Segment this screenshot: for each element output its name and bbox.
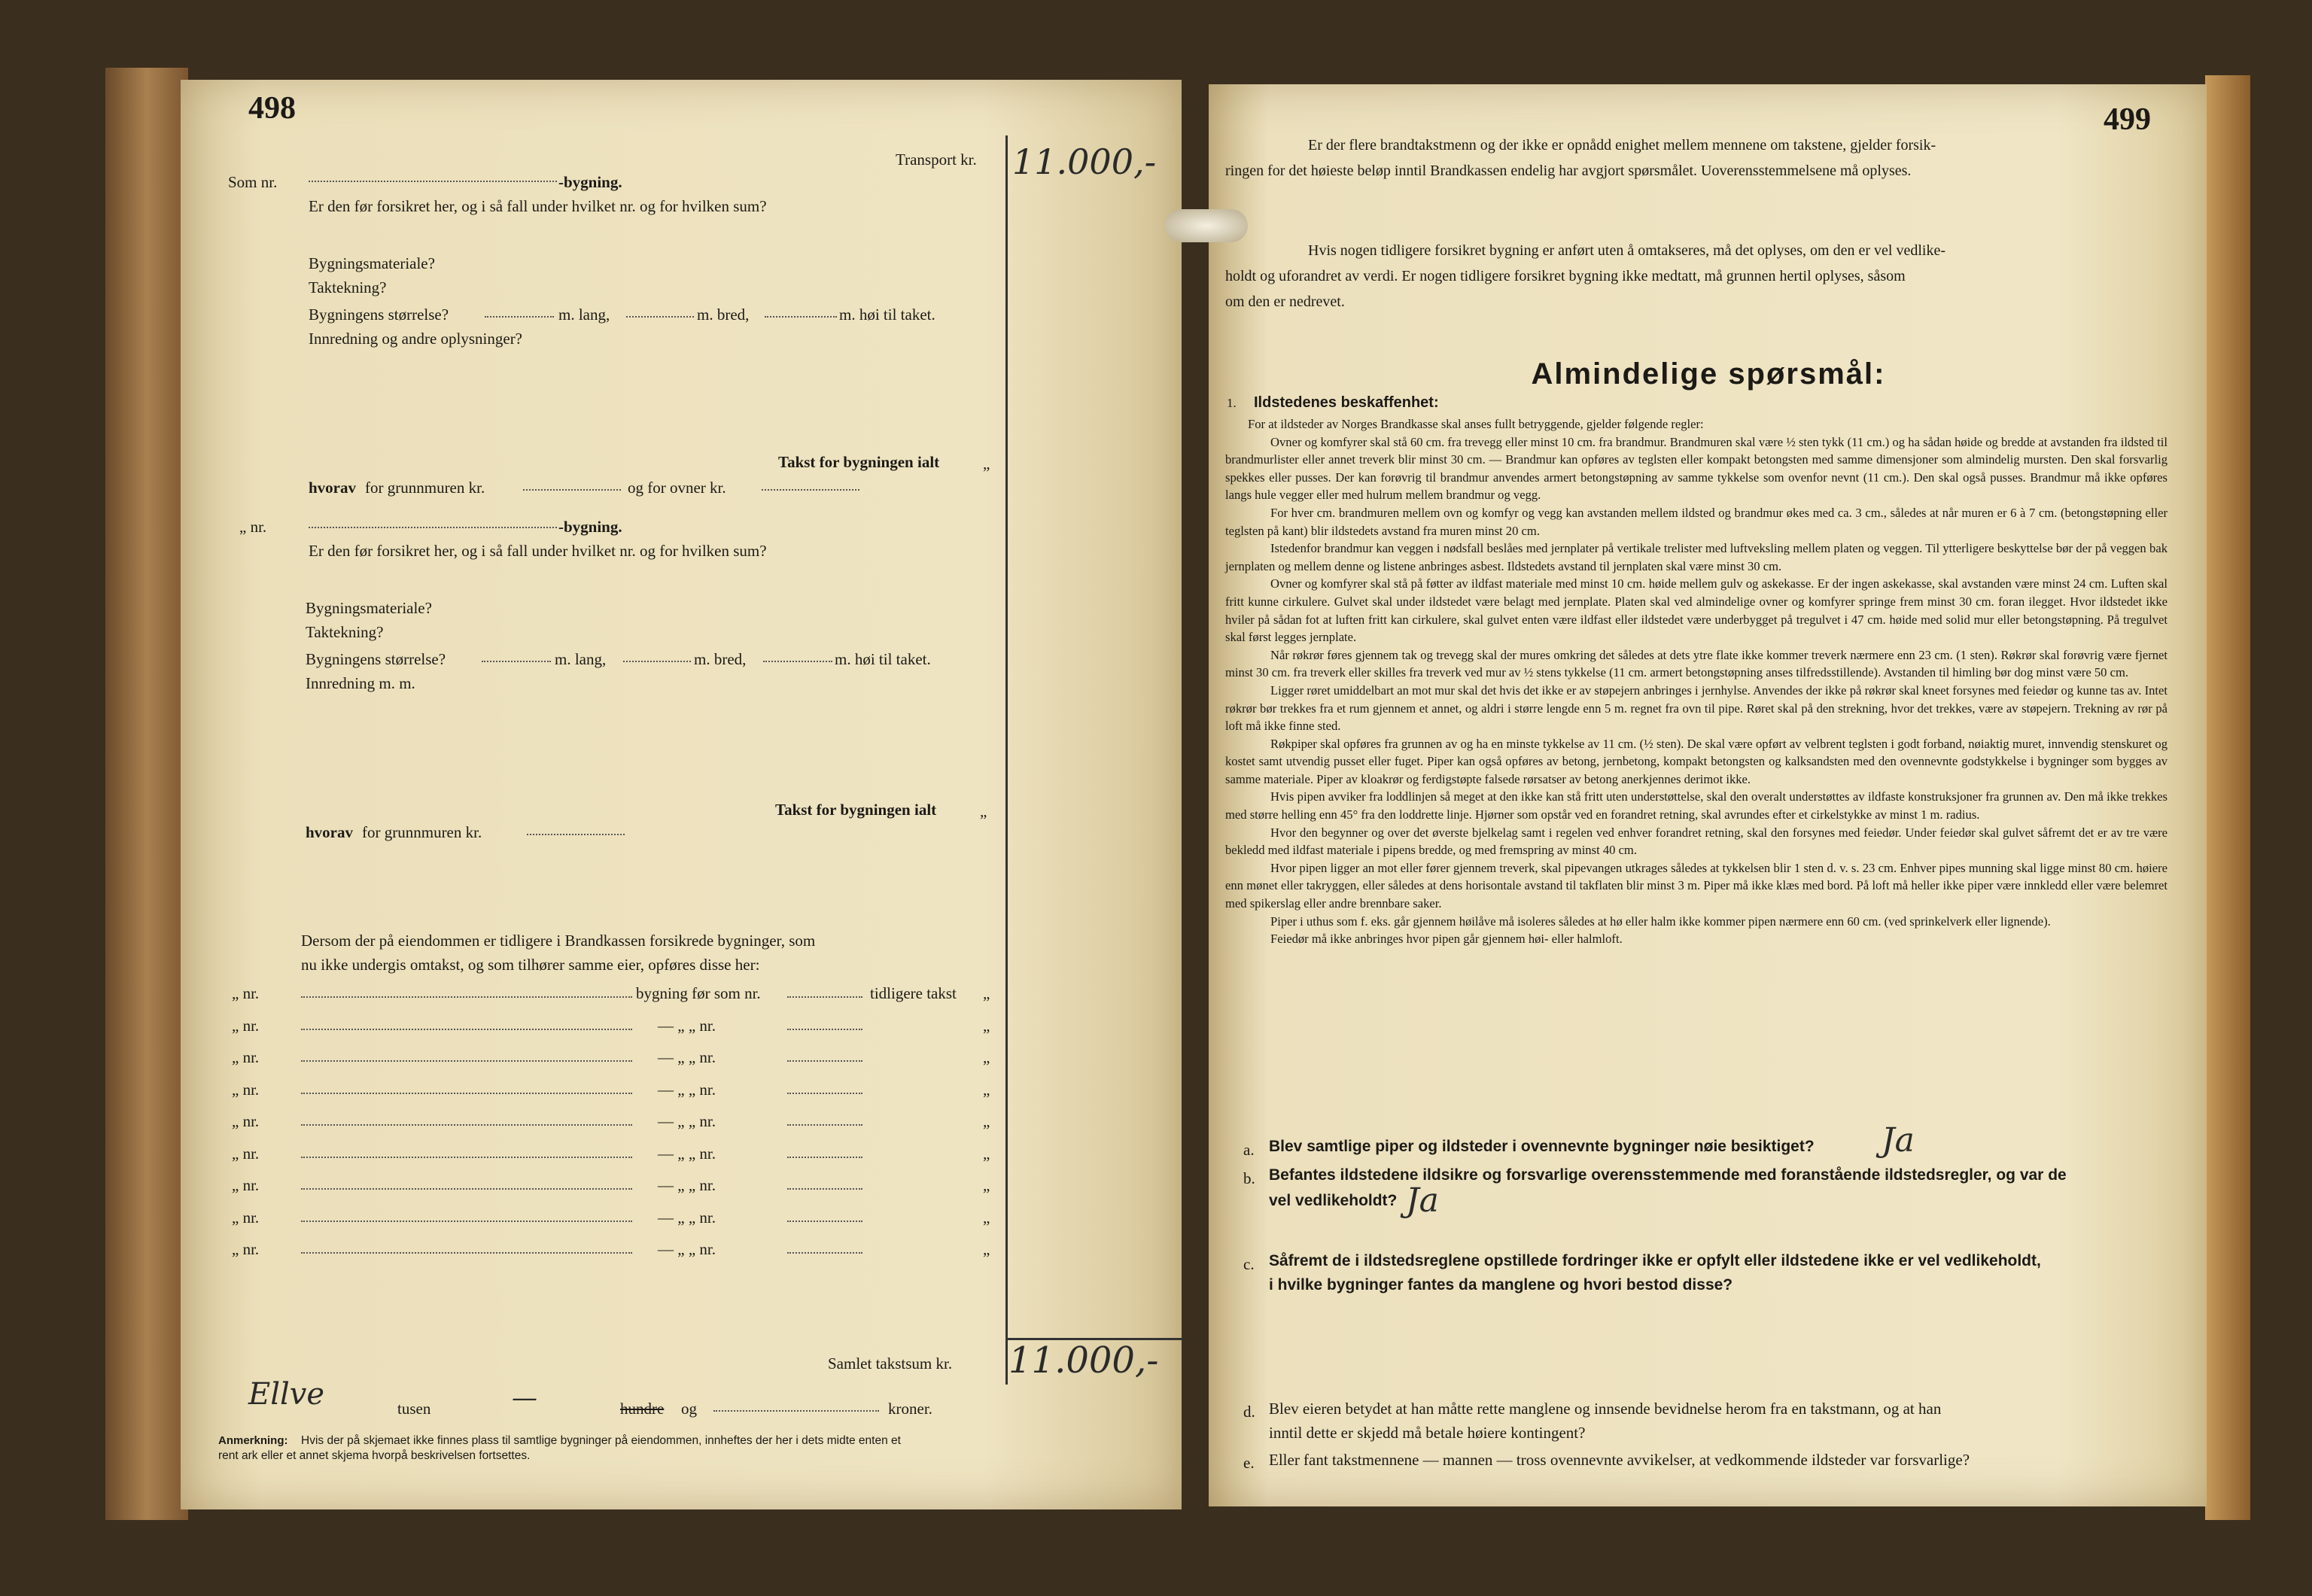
- question-b: Befantes ildstedene ildsikre og forsvarlige overensstemmende med foranstående ildstedsregler, og var de: [1269, 1166, 2067, 1184]
- list-row-prefix: „ nr.: [232, 1144, 260, 1163]
- list-row-ref-field[interactable]: [787, 996, 862, 998]
- list-row-prefix: „ nr.: [232, 1208, 260, 1227]
- list-row-ref-field[interactable]: [787, 1252, 862, 1254]
- samlet-value: 11.000,-: [1008, 1339, 1159, 1382]
- list-row-middle: — „ „ nr.: [658, 1048, 716, 1066]
- rule-paragraph: Hvis pipen avviker fra loddlinjen så meget at den ikke kan stå fritt uten understøttelse, skal den overalt understøttes av ildfaste konstruksjoner fra grunnen av. Den må ikke trekkes med større helling enn 45° fra den loddrette linje. Hjørner som opstår ved en forandret retning, skal avrundes efter et cirkelstykke av minst 1 m. radius.: [1225, 789, 2168, 822]
- m-lang-label: m. lang,: [558, 306, 610, 324]
- section-heading: Almindelige spørsmål:: [1531, 357, 1886, 391]
- list-row-ditto: „: [983, 984, 990, 1002]
- rule-paragraph: Når røkrør føres gjennem tak og trevegg skal der mures omkring det således at dets ytre flate ikke kommer treverk nærmere enn 23 cm. (1 sten). Røkrør skal forøvrig være fjernet minst 30 cm. fra treverk eller skilles fra treverk ved mur av ½ stens tykkelse (11 cm. armert betongstøpning anses tilfredsstillende). Avstanden til himling bør dog minst være 50 cm.: [1225, 647, 2168, 680]
- forsikret-question-2: Er den før forsikret her, og i så fall under hvilket nr. og for hvilken sum?: [309, 542, 767, 560]
- intro-line-1: Er der flere brandtakstmenn og der ikke er opnådd enighet mellem mennene om takstene, gjelder forsik-: [1308, 137, 1936, 154]
- list-row-middle: — „ „ nr.: [658, 1144, 716, 1163]
- page-number-right: 499: [2104, 102, 2151, 137]
- list-row-middle: — „ „ nr.: [658, 1080, 716, 1099]
- amount-in-words: Ellve: [248, 1377, 325, 1412]
- rule-paragraph: Hvor pipen ligger an mot eller fører gjennem treverk, skal pipevangen utkrages således at tykkelsen blir 1 sten d. v. s. 23 cm. Enhver pipes munning skal ligge minst 80 cm. høiere enn mønet eller takryggen, eller således at dens horisontale avstand til takflaten blir minst 3 m. Piper må ikke klæs med bord. På loft må heller ikke piper være innkledd eller være belemret med spikerslag eller andre brennbare saker.: [1225, 860, 2168, 911]
- height-field-2[interactable]: [763, 661, 832, 662]
- width-field-2[interactable]: [623, 661, 691, 662]
- list-row-nr-field[interactable]: [301, 1124, 632, 1126]
- question-c-2: i hvilke bygninger fantes da manglene og hvori bestod disse?: [1269, 1276, 1733, 1294]
- list-row-prefix: „ nr.: [232, 1016, 260, 1035]
- rule-paragraph: Røkpiper skal opføres fra grunnen av og ha en minste tykkelse av 11 cm. (½ sten). De skal være opført av velbrent teglsten i godt forband, nøiaktig muret, innvendig stenskuret og kostet samt utvendig pusset eller fuget. Piper kan også opføres av betong, jernbetong, kompakt betongsten og kalksandsten med den ovennevnte godstykkelse i bygninger som bygges av samme materiale. Piper av kloakrør og ferdigstøpte falsede rørsatser av betong anerkjennes derimot ikke.: [1225, 736, 2168, 786]
- fireplace-rules: [1225, 415, 2168, 948]
- materiale-label-2: Bygningsmateriale?: [306, 599, 432, 617]
- bygning-label-2: -bygning.: [558, 518, 622, 536]
- samlet-label: Samlet takstsum kr.: [828, 1354, 953, 1373]
- question-c: Såfremt de i ildstedsreglene opstillede fordringer ikke er opfylt eller ildstedene ikke er vel vedlikeholdt,: [1269, 1252, 2041, 1269]
- taktekning-label: Taktekning?: [309, 278, 387, 296]
- bygning-label: -bygning.: [558, 173, 622, 191]
- question-e-letter: e.: [1243, 1454, 1255, 1472]
- list-row-end-label: tidligere takst: [870, 984, 957, 1002]
- height-field[interactable]: [765, 316, 837, 318]
- m-lang-label-2: m. lang,: [555, 650, 607, 668]
- takst-label-2: Takst for bygningen ialt: [775, 801, 937, 819]
- list-row-ditto: „: [983, 1208, 990, 1227]
- question-d: Blev eieren betydet at han måtte rette manglene og innsende bevidnelse herom fra en takstmann, og at han: [1269, 1400, 1942, 1418]
- right-page-stack-edge: [2205, 75, 2250, 1520]
- rule-paragraph: Ovner og komfyrer skal stå på føtter av ildfast materiale med minst 10 cm. høide mellem gulv og askekasse. Er der ingen askekasse, skal avstanden være minst 24 cm. Luften skal fritt kunne cirkulere. Gulvet skal under ildstedet være belagt med jernplate. Platen skal ved almindelige ovner og komfyrer springe frem minst 30 cm. foran ilegget. Hvor ildstedet ikke hviler på sådan fot at luften fritt kan cirkulere, skal gulvet enten være ildfast eller ildstedet være underbygget på tregulvet i 47 cm. høide med solid mur eller betongstøpning. På tregulvet skal først legges jernplate.: [1225, 576, 2168, 645]
- materiale-label: Bygningsmateriale?: [309, 254, 435, 272]
- list-row-ref-field[interactable]: [787, 1221, 862, 1222]
- innredning-label-2: Innredning m. m.: [306, 674, 415, 692]
- list-row-prefix: „ nr.: [232, 984, 260, 1002]
- intro-line-5: om den er nedrevet.: [1225, 293, 1345, 310]
- rule-paragraph: Hvor den begynner og over det øverste bjelkelag samt i regelen ved enhver forandret retning, skal den forsynes med feiedør. Under feiedør skal gulvet såfremt det er av tre være bekledd med ildfast materiale i pipens bredde, og med fremspring av minst 40 cm.: [1225, 825, 2168, 858]
- length-field-2[interactable]: [482, 661, 551, 662]
- intro-line-4: holdt og uforandret av verdi. Er nogen tidligere forsikret bygning ikke medtatt, må grunnen hertil oplyses, såsom: [1225, 268, 1906, 284]
- m-hoi-label: m. høi til taket.: [839, 306, 935, 324]
- list-row-ditto: „: [983, 1016, 990, 1035]
- question-a-letter: a.: [1243, 1141, 1255, 1159]
- ovner-field[interactable]: [762, 489, 859, 491]
- question-a: Blev samtlige piper og ildsteder i ovennevnte bygninger nøie besiktiget?: [1269, 1138, 1815, 1155]
- list-row-nr-field[interactable]: [301, 1093, 632, 1094]
- intro-line-2: ringen for det høieste beløp inntil Brandkassen endelig har avgjort spørsmålet. Uoverensstemmelsene må oplyses.: [1225, 163, 1912, 179]
- anmerkning-text-2: rent ark eller et annet skjema hvorpå beskrivelsen fortsettes.: [218, 1449, 531, 1462]
- hundre-label: hundre: [620, 1400, 665, 1418]
- list-row-prefix: „ nr.: [232, 1080, 260, 1099]
- page-number-left: 498: [248, 91, 296, 126]
- ditto-mark-2: „: [980, 802, 987, 820]
- list-row-ditto: „: [983, 1240, 990, 1258]
- m-hoi-label-2: m. høi til taket.: [835, 650, 931, 668]
- list-row-ref-field[interactable]: [787, 1157, 862, 1158]
- innredning-label: Innredning og andre oplysninger?: [309, 330, 523, 348]
- nr-field-2[interactable]: [309, 527, 557, 528]
- tusen-label: tusen: [397, 1400, 431, 1418]
- list-row-middle: bygning før som nr.: [636, 984, 761, 1002]
- length-field[interactable]: [485, 316, 554, 318]
- dersom-text: Dersom der på eiendommen er tidligere i Brandkassen forsikrede bygninger, som: [301, 932, 816, 950]
- storrelse-label: Bygningens størrelse?: [309, 306, 449, 324]
- som-nr-label: Som nr.: [228, 173, 278, 191]
- m-bred-label: m. bred,: [697, 306, 750, 324]
- list-row-ditto: „: [983, 1112, 990, 1130]
- grunnmuren-label-2: for grunnmuren kr.: [362, 823, 482, 841]
- list-row-nr-field[interactable]: [301, 996, 632, 998]
- list-row-ref-field[interactable]: [787, 1029, 862, 1030]
- list-row-ditto: „: [983, 1048, 990, 1066]
- rule-paragraph: For hver cm. brandmuren mellem ovn og komfyr og vegg kan avstanden mellem ildsted og brandmur økes med ca. 3 cm., således at når muren er 6 à 7 cm. (betongstøpning eller teglsten på kant) blir ildstedets avstand fra muren minst 20 cm.: [1225, 505, 2168, 538]
- ditto-mark: „: [983, 454, 990, 473]
- answer-b: Ja: [1406, 1181, 1439, 1220]
- nr-field[interactable]: [309, 181, 557, 182]
- width-field[interactable]: [626, 316, 694, 318]
- list-row-ditto: „: [983, 1080, 990, 1099]
- anmerkning-text: Hvis der på skjemaet ikke finnes plass til samtlige bygninger på eiendommen, innheftes der her i dets midte enten et: [301, 1434, 901, 1447]
- transport-value: 11.000,-: [1012, 141, 1157, 182]
- hundre-dash: —: [512, 1383, 537, 1413]
- og-label: og: [681, 1400, 697, 1418]
- nr-label-2: „ nr.: [239, 518, 267, 536]
- dersom-text-2: nu ikke undergis omtakst, og som tilhører samme eier, opføres disse her:: [301, 956, 760, 974]
- rule-paragraph: Piper i uthus som f. eks. går gjennem høilåve må isoleres således at hø eller halm ikke kommer pipen nærmere enn 60 cm. (ved sprinkelverk eller lignende).: [1270, 914, 2051, 929]
- list-row-nr-field[interactable]: [301, 1157, 632, 1158]
- rule-paragraph: For at ildsteder av Norges Brandkasse skal anses fullt betryggende, gjelder følgende regler:: [1248, 417, 1704, 431]
- binding-string: [1165, 209, 1248, 242]
- question-b-2: vel vedlikeholdt?: [1269, 1192, 1398, 1209]
- kroner-label: kroner.: [888, 1400, 932, 1418]
- storrelse-label-2: Bygningens størrelse?: [306, 650, 446, 668]
- list-row-ditto: „: [983, 1144, 990, 1163]
- anmerkning-label: Anmerkning:: [218, 1434, 288, 1447]
- hvorav-label-2: hvorav: [306, 823, 353, 841]
- rule-paragraph: Ovner og komfyrer skal stå 60 cm. fra trevegg eller minst 10 cm. fra brandmur. Brandmuren skal være ½ sten tykk (11 cm.) og ha sådan høide og bredde at avstanden fra ildsted til brandmurlister eller annet treverk blir minst 30 cm. — Brandmur kan opføres av teglsten eller kompakt betongsten med samme dimensjoner som almindelig mursten. Den skal forsvarlig spekkes eller pusses. Der kan forøvrig til brandmur anvendes armert betongstøpning av samme tykkelse som ovenfor nevnt (11 cm.). Den skal også pusses. Brandmur må ikke opføres langs hule vegger eller med hulrum mellem brandmur og vegg.: [1225, 434, 2168, 503]
- rule-paragraph: Ligger røret umiddelbart an mot mur skal det hvis det ikke er av støpejern anbringes i jernhylse. Anvendes der ikke på røkrør skal kneet forsynes med feiedør og kunne tas av. Intet røkrør bør trekkes fra et rum gjennem et annet, og aldri i større lengde enn 5 m. regnet fra ovn til pipe. Røret skal på den strekning, hvor det trekkes, være av støpejern. Trekning av rør på loft må ikke finne sted.: [1225, 682, 2168, 734]
- kroner-field[interactable]: [713, 1410, 879, 1412]
- ovner-label: og for ovner kr.: [628, 479, 726, 497]
- takst-label: Takst for bygningen ialt: [778, 453, 940, 471]
- intro-line-3: Hvis nogen tidligere forsikret bygning er anført uten å omtakseres, må det oplyses, om den er vel vedlike-: [1308, 242, 1945, 259]
- list-row-middle: — „ „ nr.: [658, 1208, 716, 1227]
- list-row-ref-field[interactable]: [787, 1124, 862, 1126]
- m-bred-label-2: m. bred,: [694, 650, 747, 668]
- grunnmuren-label: for grunnmuren kr.: [365, 479, 485, 497]
- rule-paragraph: Istedenfor brandmur kan veggen i nødsfall beslåes med jernplater på vertikale trelister med luftveksling mellem platen og veggen. Til ytterligere beskyttelse bør der på veggen bak jernplaten og mellem denne og listene anbringes asbest. Ildstedets avstand til jernplaten skal være minst 30 cm.: [1225, 541, 2168, 573]
- list-row-middle: — „ „ nr.: [658, 1016, 716, 1035]
- list-row-middle: — „ „ nr.: [658, 1240, 716, 1258]
- rule-paragraph: Feiedør må ikke anbringes hvor pipen går gjennem høi- eller halmloft.: [1270, 932, 1623, 947]
- list-row-nr-field[interactable]: [301, 1221, 632, 1222]
- left-page-stack-edge: [105, 68, 188, 1520]
- list-row-prefix: „ nr.: [232, 1240, 260, 1258]
- hvorav-label: hvorav: [309, 479, 356, 497]
- answer-a: Ja: [1882, 1121, 1915, 1160]
- list-row-ref-field[interactable]: [787, 1188, 862, 1190]
- list-row-prefix: „ nr.: [232, 1176, 260, 1194]
- list-row-ditto: „: [983, 1176, 990, 1194]
- question-d-2: inntil dette er skjedd må betale høiere kontingent?: [1269, 1424, 1586, 1442]
- question-b-letter: b.: [1243, 1169, 1255, 1187]
- list-row-nr-field[interactable]: [301, 1252, 632, 1254]
- list-row-ref-field[interactable]: [787, 1093, 862, 1094]
- list-row-prefix: „ nr.: [232, 1048, 260, 1066]
- section-number: 1.: [1227, 396, 1237, 410]
- list-row-middle: — „ „ nr.: [658, 1112, 716, 1130]
- grunnmuren-field-2[interactable]: [527, 834, 625, 835]
- transport-label: Transport kr.: [896, 150, 977, 169]
- amount-column-divider: [1005, 135, 1008, 1385]
- list-row-nr-field[interactable]: [301, 1060, 632, 1062]
- grunnmuren-field[interactable]: [523, 489, 621, 491]
- list-row-nr-field[interactable]: [301, 1188, 632, 1190]
- section-title: Ildstedenes beskaffenhet:: [1254, 394, 1439, 411]
- list-row-middle: — „ „ nr.: [658, 1176, 716, 1194]
- list-row-prefix: „ nr.: [232, 1112, 260, 1130]
- taktekning-label-2: Taktekning?: [306, 623, 384, 641]
- question-c-letter: c.: [1243, 1255, 1255, 1273]
- list-row-ref-field[interactable]: [787, 1060, 862, 1062]
- question-e: Eller fant takstmennene — mannen — tross ovennevnte avvikelser, at vedkommende ildsteder var forsvarlige?: [1269, 1451, 1970, 1469]
- forsikret-question: Er den før forsikret her, og i så fall under hvilket nr. og for hvilken sum?: [309, 197, 767, 215]
- list-row-nr-field[interactable]: [301, 1029, 632, 1030]
- question-d-letter: d.: [1243, 1403, 1255, 1421]
